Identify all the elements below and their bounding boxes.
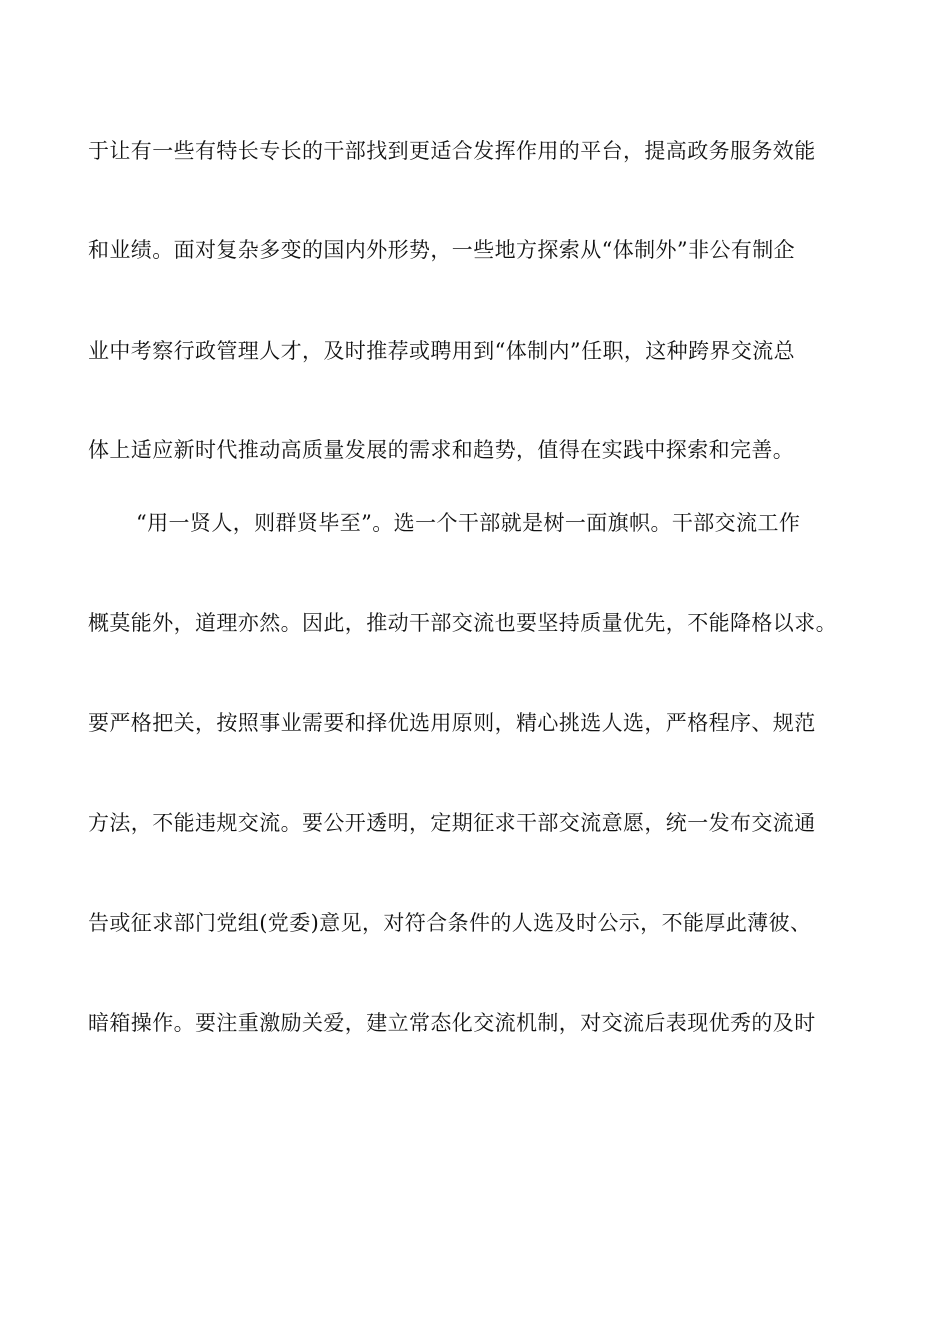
- text-line-2: 和业绩。面对复杂多变的国内外形势，一些地方探索从“体制外”非公有制企: [88, 238, 796, 262]
- text-line-4: 体上适应新时代推动高质量发展的需求和趋势，值得在实践中探索和完善。: [88, 438, 795, 462]
- text-line-8: 方法，不能违规交流。要公开透明，定期征求干部交流意愿，统一发布交流通: [88, 811, 816, 835]
- text-line-9: 告或征求部门党组(党委)意见，对符合条件的人选及时公示，不能厚此薄彼、: [88, 911, 812, 935]
- text-line-10: 暗箱操作。要注重激励关爱，建立常态化交流机制，对交流后表现优秀的及时: [88, 1011, 816, 1035]
- text-line-5-paragraph-start: “用一贤人，则群贤毕至”。选一个干部就是树一面旗帜。干部交流工作: [136, 511, 801, 535]
- text-line-6: 概莫能外，道理亦然。因此，推动干部交流也要坚持质量优先，不能降格以求。: [88, 611, 837, 635]
- text-line-3: 业中考察行政管理人才，及时推荐或聘用到“体制内”任职，这种跨界交流总: [88, 339, 796, 363]
- text-line-1: 于让有一些有特长专长的干部找到更适合发挥作用的平台，提高政务服务效能: [88, 139, 816, 163]
- text-line-7: 要严格把关，按照事业需要和择优选用原则，精心挑选人选，严格程序、规范: [88, 711, 816, 735]
